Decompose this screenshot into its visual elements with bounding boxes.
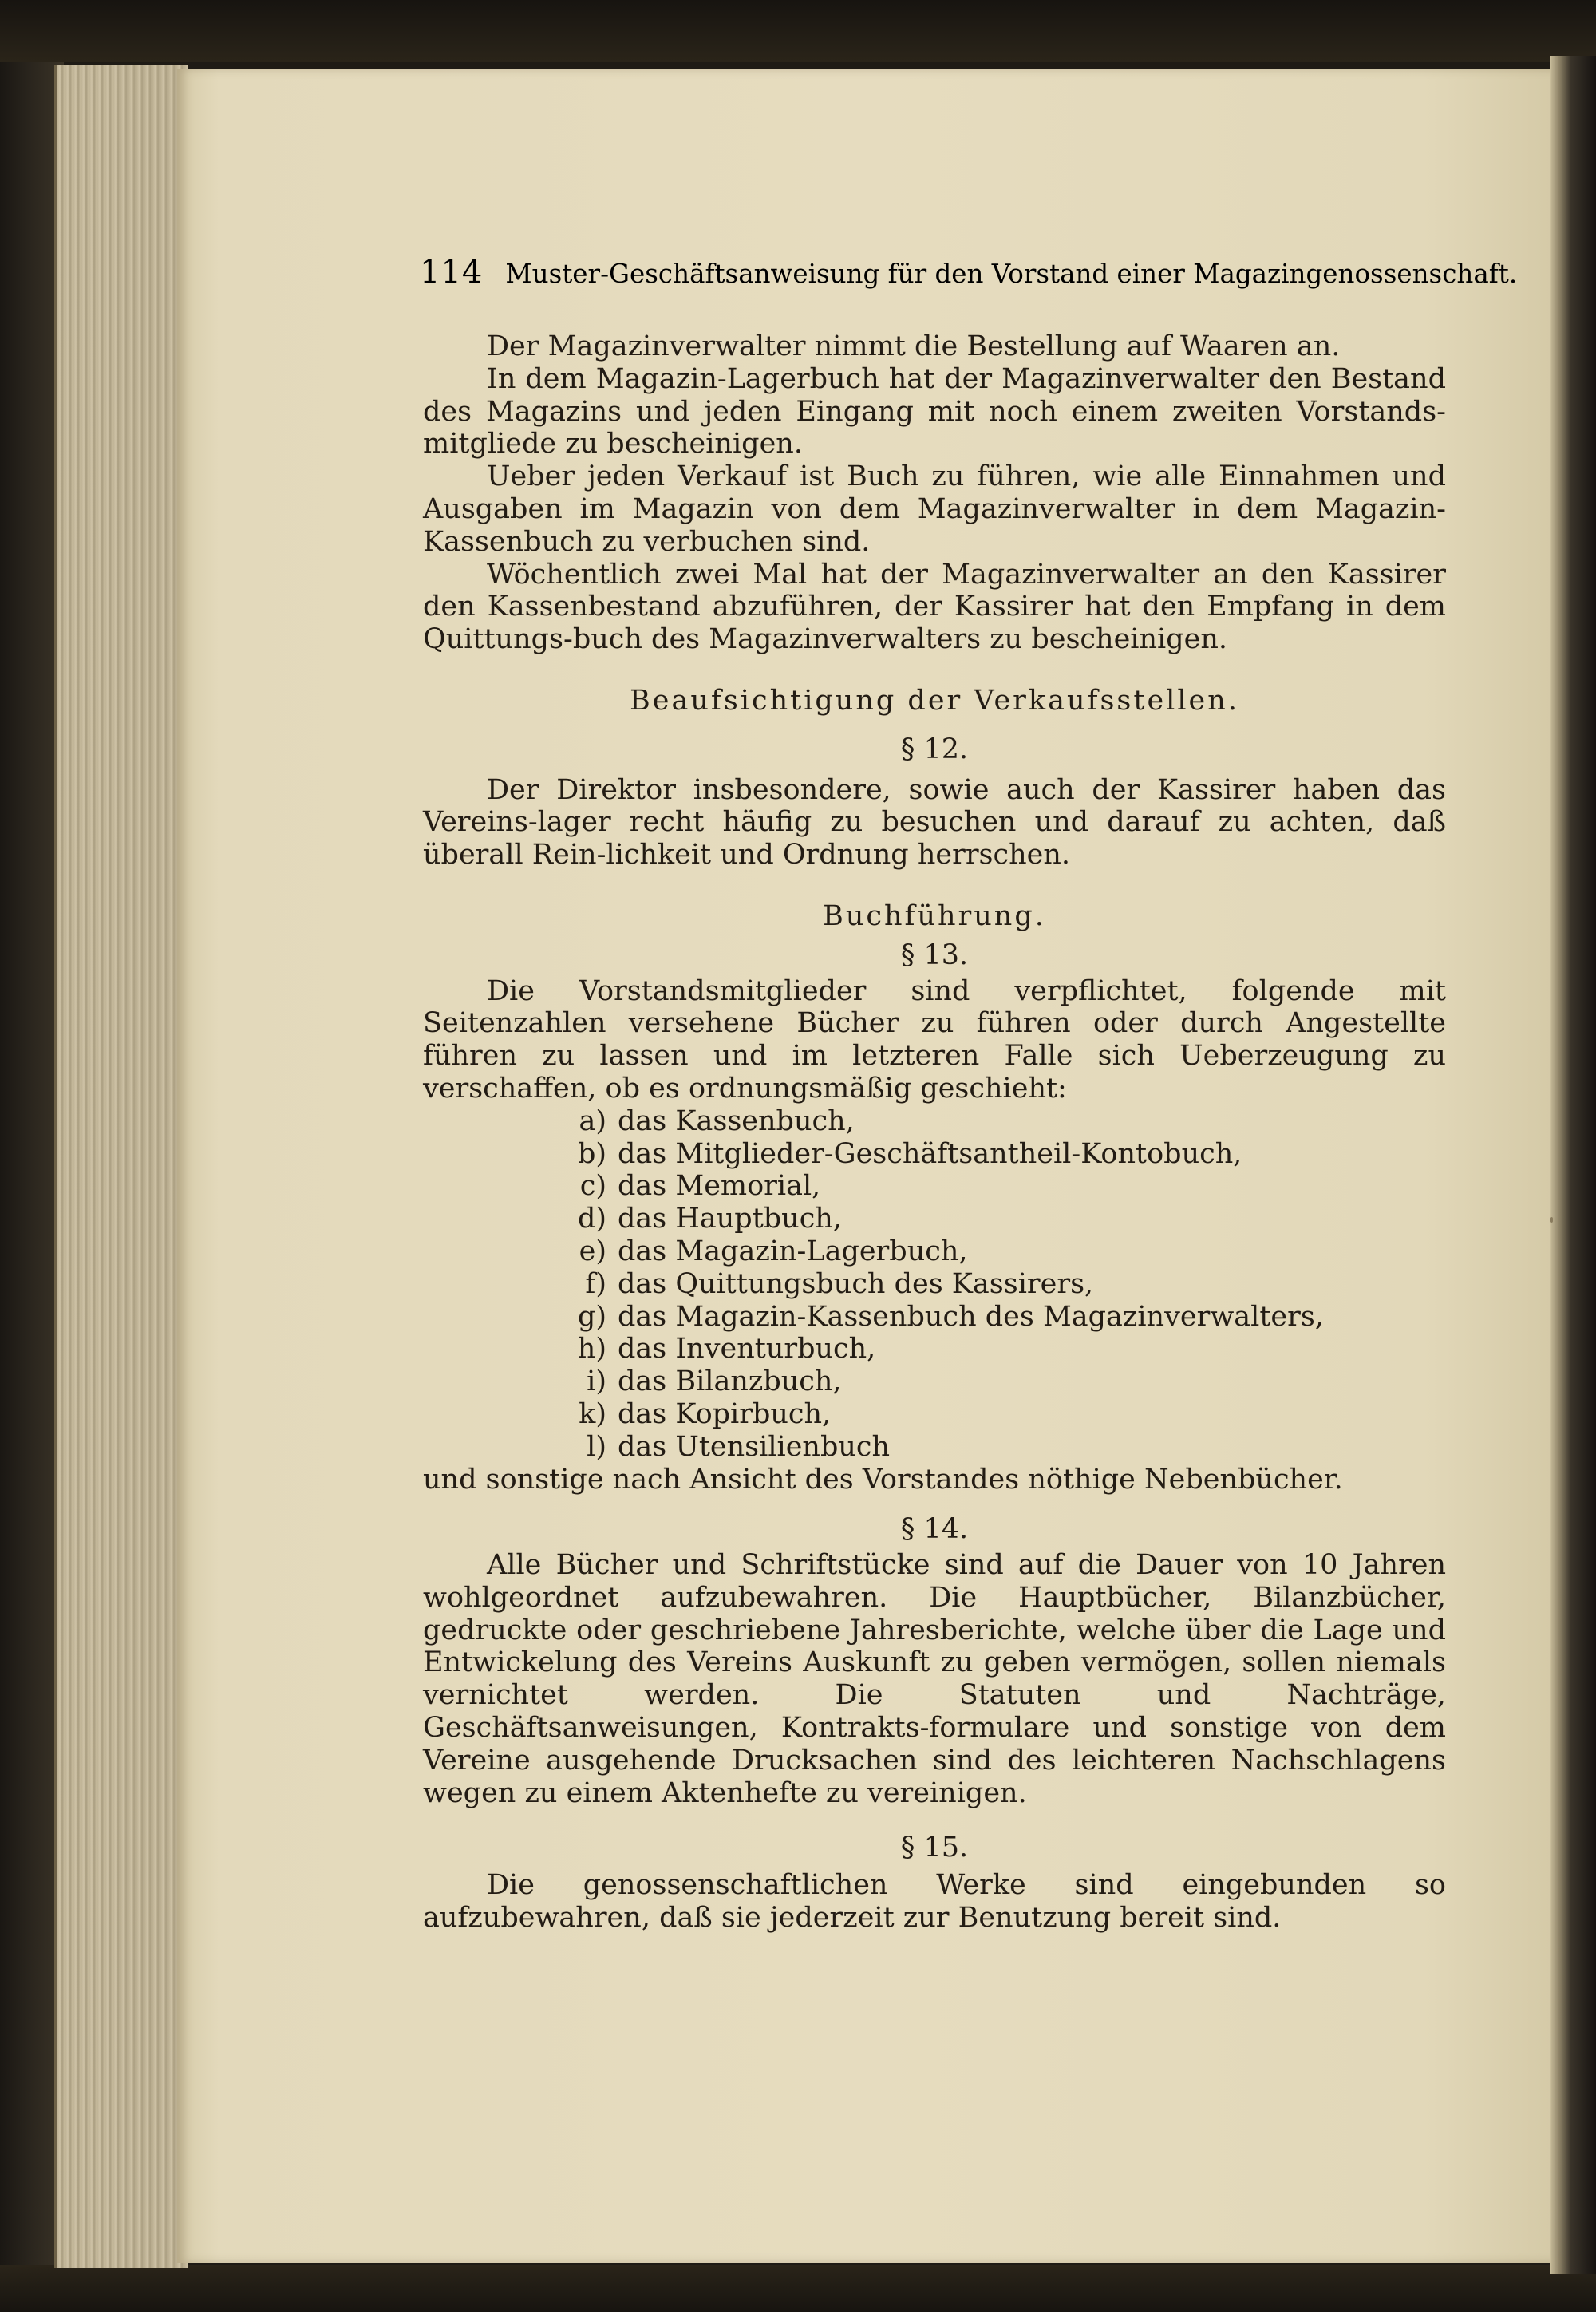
list-item: e) das Magazin-Lagerbuch, — [579, 1235, 968, 1267]
intro-paragraph-1: Der Magazinverwalter nimmt die Bestellung auf Waaren an. — [487, 330, 1341, 362]
intro-paragraph-4: Wöchentlich zwei Mal hat der Magazinverwalter an den Kassirer den Kassenbestand abzuführen, der Kassirer hat den Empfang in dem Quittungs-buch des Magazinverwalters zu bescheinigen. — [423, 558, 1446, 656]
book-cover-bottom — [0, 2265, 1596, 2312]
page-body — [423, 254, 1446, 1935]
list-item: b) das Mitglieder-Geschäftsantheil-Kontobuch, — [577, 1137, 1242, 1170]
paragraph-sign-12: § 12. — [900, 733, 969, 765]
page-edges — [54, 65, 188, 2268]
list-item: l) das Utensilienbuch — [587, 1430, 891, 1463]
section-12-text: Der Direktor insbesondere, sowie auch der Kassirer haben das Vereins-lager recht häufig zu besuchen und darauf zu achten, daß überall Rein-lichkeit und Ordnung herrschen. — [423, 773, 1446, 871]
section-15-text: Die genossenschaftlichen Werke sind eingebunden so aufzubewahren, daß sie jederzeit zur Benutzung bereit sind. — [423, 1869, 1446, 1935]
intro-paragraph-3: Ueber jeden Verkauf ist Buch zu führen, wie alle Einnahmen und Ausgaben im Magazin von dem Magazinverwalter in dem Magazin-Kassenbuch zu verbuchen sind. — [423, 460, 1446, 558]
section-heading-buchfuehrung: Buchführung. — [823, 899, 1046, 932]
paragraph-sign-13: § 13. — [900, 939, 969, 971]
running-head: Muster-Geschäftsanweisung für den Vorstand einer Magazingenossenschaft. — [505, 259, 1518, 289]
section-13-text: Die Vorstandsmitglieder sind verpflichtet, folgende mit Seitenzahlen versehene Bücher zu führen oder durch Angestellte führen zu lassen und im letzteren Falle sich Ueberzeugung zu verschaffen, ob es ordnungsmäßig geschieht: — [423, 974, 1446, 1105]
list-item: c) das Memorial, — [579, 1170, 821, 1203]
section-13-closing: und sonstige nach Ansicht des Vorstandes nöthige Nebenbücher. — [423, 1463, 1343, 1496]
intro-paragraph-2: In dem Magazin-Lagerbuch hat der Magazinverwalter den Bestand des Magazins und jeden Eingang mit noch einem zweiten Vorstands-mitgliede zu bescheinigen. — [423, 362, 1446, 460]
book-gutter — [1550, 56, 1596, 2274]
section-14-text: Alle Bücher und Schriftstücke sind auf die Dauer von 10 Jahren wohlgeordnet aufzubewahren. Die Hauptbücher, Bilanzbücher, gedruckte oder geschriebene Jahresberichte, welche über die Lage und Entwickelung des Vereins Auskunft zu geben vermögen, sollen niemals vernichtet werden. Die Statuten und Nachträge, Geschäftsanweisungen, Kontrakts-formulare und sonstige von dem Vereine ausgehende Drucksachen sind des leichteren Nachschlagens wegen zu einem Aktenhefte zu vereinigen. — [423, 1549, 1446, 1809]
list-item: i) das Bilanzbuch, — [587, 1365, 842, 1398]
list-item: d) das Hauptbuch, — [577, 1203, 842, 1235]
book-cover-top — [0, 0, 1596, 62]
section-heading-beaufsichtigung: Beaufsichtigung der Verkaufsstellen. — [630, 684, 1239, 717]
book-list — [423, 1105, 1446, 1464]
list-item: a) das Kassenbuch, — [579, 1105, 855, 1137]
list-item: f) das Quittungsbuch des Kassirers, — [585, 1267, 1094, 1300]
list-item: k) das Kopirbuch, — [579, 1397, 832, 1430]
page-number: 114 — [420, 254, 484, 290]
paragraph-sign-15: § 15. — [900, 1832, 969, 1864]
paper-speck — [1550, 1217, 1553, 1223]
list-item: h) das Inventurbuch, — [577, 1333, 876, 1365]
paragraph-sign-14: § 14. — [900, 1513, 969, 1546]
list-item: g) das Magazin-Kassenbuch des Magazinverwalters, — [577, 1300, 1324, 1333]
